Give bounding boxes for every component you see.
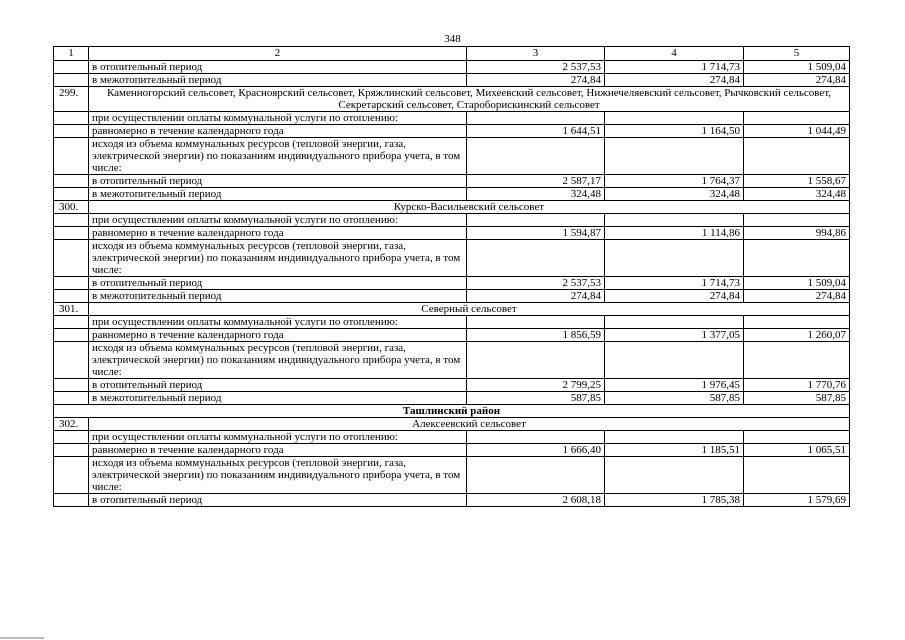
district-row: [54, 405, 850, 418]
col-header-4: 4: [605, 47, 744, 61]
row-index-cell: [54, 392, 89, 405]
value-cell: 324,48: [744, 188, 850, 201]
row-index-cell: [54, 342, 89, 379]
empty-cell: [744, 431, 850, 444]
table-row: [54, 329, 850, 342]
empty-cell: [744, 112, 850, 125]
row-index-cell: [54, 431, 89, 444]
value-cell: 1 764,37: [605, 175, 744, 188]
row-label: в отопительный период: [89, 61, 467, 74]
value-cell: 274,84: [605, 290, 744, 303]
group-title: Алексеевский сельсовет: [89, 418, 850, 431]
empty-cell: [467, 214, 605, 227]
value-cell: 587,85: [467, 392, 605, 405]
table-row: [54, 277, 850, 290]
value-cell: 587,85: [744, 392, 850, 405]
text-row: [54, 240, 850, 277]
value-cell: 2 537,53: [467, 61, 605, 74]
row-label: в межотопительный период: [89, 74, 467, 87]
page-edge-mark: [0, 637, 44, 639]
group-title: Курско-Васильевский сельсовет: [89, 201, 850, 214]
row-label: равномерно в течение календарного года: [89, 444, 467, 457]
value-cell: 324,48: [605, 188, 744, 201]
value-cell: 2 608,18: [467, 494, 605, 507]
row-index-cell: [54, 494, 89, 507]
table-row: [54, 290, 850, 303]
group-index: 302.: [54, 418, 89, 431]
note-label: при осуществлении оплаты коммунальной услуги по отоплению:: [89, 112, 467, 125]
table-row: [54, 379, 850, 392]
row-index-cell: [54, 61, 89, 74]
empty-cell: [744, 342, 850, 379]
note-row: [54, 214, 850, 227]
table-row: [54, 392, 850, 405]
value-cell: 1 509,04: [744, 277, 850, 290]
value-cell: 1 770,76: [744, 379, 850, 392]
value-cell: 274,84: [744, 290, 850, 303]
text-label: исходя из объема коммунальных ресурсов (тепловой энергии, газа, электрической энергии) по показаниям индивидуального прибора учета, в том числе:: [89, 138, 467, 175]
empty-cell: [605, 457, 744, 494]
value-cell: 1 114,86: [605, 227, 744, 240]
group-title: Каменногорский сельсовет, Красноярский сельсовет, Кряжлинский сельсовет, Михеевский сельсовет, Нижнечеляевский сельсовет, Рычковский сельсовет, Секретарский сельсовет, Староборискинский сельсовет: [89, 87, 850, 112]
row-index-cell: [54, 329, 89, 342]
group-row: [54, 201, 850, 214]
row-label: в межотопительный период: [89, 188, 467, 201]
empty-cell: [605, 112, 744, 125]
value-cell: 1 785,38: [605, 494, 744, 507]
table-body: [54, 61, 850, 507]
group-index: 300.: [54, 201, 89, 214]
text-label: исходя из объема коммунальных ресурсов (тепловой энергии, газа, электрической энергии) по показаниям индивидуального прибора учета, в том числе:: [89, 342, 467, 379]
group-index: 301.: [54, 303, 89, 316]
value-cell: 324,48: [467, 188, 605, 201]
table-row: [54, 61, 850, 74]
row-label: в отопительный период: [89, 379, 467, 392]
value-cell: 274,84: [744, 74, 850, 87]
empty-cell: [467, 138, 605, 175]
value-cell: 1 185,51: [605, 444, 744, 457]
row-index-cell: [54, 457, 89, 494]
col-header-3: 3: [467, 47, 605, 61]
empty-cell: [744, 316, 850, 329]
value-cell: 1 714,73: [605, 61, 744, 74]
col-header-1: 1: [54, 47, 89, 61]
value-cell: 2 587,17: [467, 175, 605, 188]
note-label: при осуществлении оплаты коммунальной услуги по отоплению:: [89, 431, 467, 444]
value-cell: 1 065,51: [744, 444, 850, 457]
note-row: [54, 431, 850, 444]
value-cell: 1 666,40: [467, 444, 605, 457]
text-label: исходя из объема коммунальных ресурсов (тепловой энергии, газа, электрической энергии) по показаниям индивидуального прибора учета, в том числе:: [89, 240, 467, 277]
note-label: при осуществлении оплаты коммунальной услуги по отоплению:: [89, 316, 467, 329]
empty-cell: [744, 138, 850, 175]
value-cell: 1 644,51: [467, 125, 605, 138]
value-cell: 587,85: [605, 392, 744, 405]
group-row: [54, 418, 850, 431]
page-number: 348: [444, 33, 461, 45]
row-index-cell: [54, 277, 89, 290]
table-row: [54, 227, 850, 240]
value-cell: 274,84: [605, 74, 744, 87]
district-title: [54, 405, 850, 418]
row-index-cell: [54, 125, 89, 138]
text-label: исходя из объема коммунальных ресурсов (тепловой энергии, газа, электрической энергии) по показаниям индивидуального прибора учета, в том числе:: [89, 457, 467, 494]
table-row: [54, 175, 850, 188]
note-row: [54, 316, 850, 329]
row-label: равномерно в течение календарного года: [89, 125, 467, 138]
table-header-row: [54, 47, 850, 61]
text-row: [54, 342, 850, 379]
table-row: [54, 74, 850, 87]
row-label: в межотопительный период: [89, 290, 467, 303]
group-row: [54, 87, 850, 112]
group-title: Северный сельсовет: [89, 303, 850, 316]
row-index-cell: [54, 316, 89, 329]
empty-cell: [744, 240, 850, 277]
row-index-cell: [54, 379, 89, 392]
value-cell: 1 377,05: [605, 329, 744, 342]
table-row: [54, 444, 850, 457]
row-index-cell: [54, 188, 89, 201]
value-cell: 274,84: [467, 290, 605, 303]
district-name: Ташлинский район: [402, 405, 501, 417]
value-cell: 1 558,67: [744, 175, 850, 188]
empty-cell: [467, 457, 605, 494]
empty-cell: [744, 457, 850, 494]
tariff-table: [53, 46, 850, 507]
empty-cell: [467, 316, 605, 329]
value-cell: 274,84: [467, 74, 605, 87]
value-cell: 1 976,45: [605, 379, 744, 392]
value-cell: 1 044,49: [744, 125, 850, 138]
value-cell: 1 260,07: [744, 329, 850, 342]
row-label: равномерно в течение календарного года: [89, 227, 467, 240]
empty-cell: [467, 342, 605, 379]
row-index-cell: [54, 74, 89, 87]
row-label: в межотопительный период: [89, 392, 467, 405]
empty-cell: [744, 214, 850, 227]
value-cell: 1 579,69: [744, 494, 850, 507]
row-index-cell: [54, 240, 89, 277]
row-index-cell: [54, 214, 89, 227]
value-cell: 1 856,59: [467, 329, 605, 342]
row-label: в отопительный период: [89, 277, 467, 290]
value-cell: 1 164,50: [605, 125, 744, 138]
empty-cell: [605, 431, 744, 444]
table-row: [54, 494, 850, 507]
empty-cell: [467, 240, 605, 277]
value-cell: 1 509,04: [744, 61, 850, 74]
group-index: 299.: [54, 87, 89, 112]
row-index-cell: [54, 175, 89, 188]
row-label: в отопительный период: [89, 175, 467, 188]
value-cell: 1 594,87: [467, 227, 605, 240]
note-row: [54, 112, 850, 125]
text-row: [54, 457, 850, 494]
empty-cell: [605, 342, 744, 379]
empty-cell: [605, 214, 744, 227]
empty-cell: [605, 240, 744, 277]
row-label: в отопительный период: [89, 494, 467, 507]
row-index-cell: [54, 290, 89, 303]
row-index-cell: [54, 444, 89, 457]
empty-cell: [467, 431, 605, 444]
value-cell: 994,86: [744, 227, 850, 240]
row-index-cell: [54, 112, 89, 125]
empty-cell: [467, 112, 605, 125]
col-header-2: 2: [89, 47, 467, 61]
empty-cell: [605, 316, 744, 329]
empty-cell: [605, 138, 744, 175]
row-index-cell: [54, 227, 89, 240]
table-row: [54, 125, 850, 138]
text-row: [54, 138, 850, 175]
row-index-cell: [54, 138, 89, 175]
group-row: [54, 303, 850, 316]
value-cell: 2 799,25: [467, 379, 605, 392]
value-cell: 2 537,53: [467, 277, 605, 290]
value-cell: 1 714,73: [605, 277, 744, 290]
row-label: равномерно в течение календарного года: [89, 329, 467, 342]
col-header-5: 5: [744, 47, 850, 61]
note-label: при осуществлении оплаты коммунальной услуги по отоплению:: [89, 214, 467, 227]
table-row: [54, 188, 850, 201]
